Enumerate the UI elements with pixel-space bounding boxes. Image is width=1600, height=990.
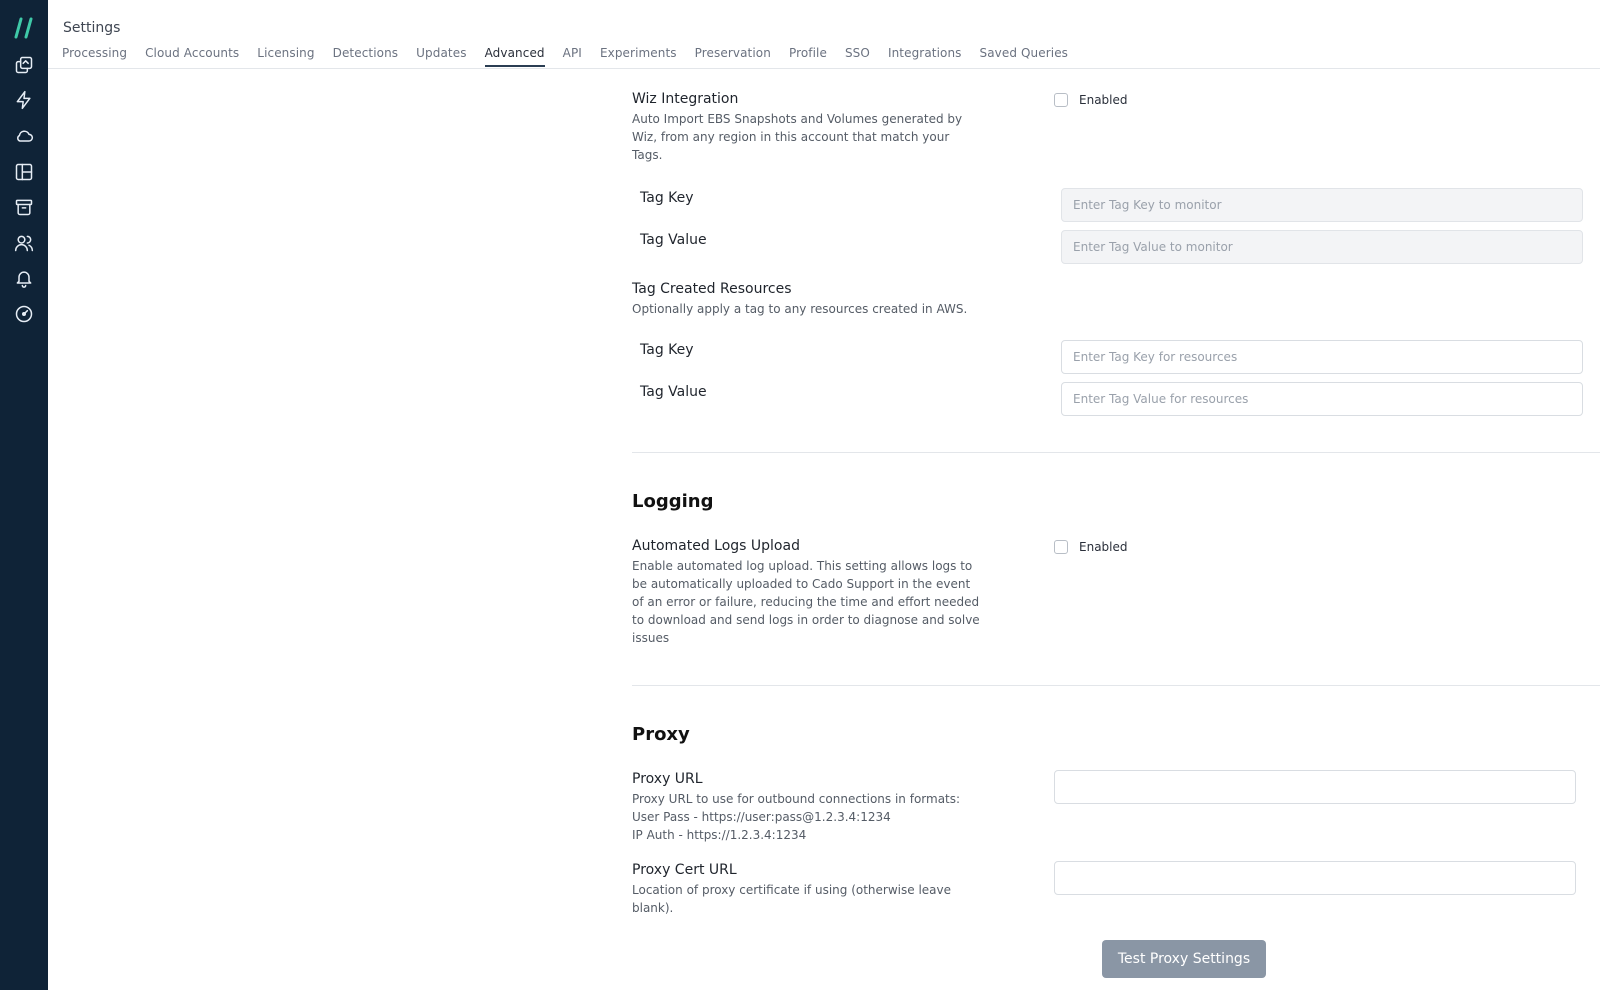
tab-saved-queries[interactable]: Saved Queries <box>979 46 1069 60</box>
tag-created-resources-description: Optionally apply a tag to any resources created in AWS. <box>632 302 968 316</box>
users-icon[interactable] <box>12 231 36 255</box>
resources-tag-value-input[interactable] <box>1061 382 1583 416</box>
proxy-url-description <box>632 790 1012 844</box>
tab-licensing[interactable]: Licensing <box>257 46 315 60</box>
logs-enabled-checkbox[interactable] <box>1054 540 1068 554</box>
copy-icon[interactable] <box>12 53 36 77</box>
cloud-icon[interactable] <box>12 124 36 148</box>
tag-created-resources-info <box>632 281 1032 318</box>
wiz-integration-description: Auto Import EBS Snapshots and Volumes generated by Wiz, from any region in this account that match your Tags. <box>632 112 963 162</box>
resources-tag-key-label: Tag Key <box>640 342 694 358</box>
automated-logs-info <box>632 538 984 647</box>
wiz-enabled-label: Enabled <box>1079 93 1128 107</box>
automated-logs-description: Enable automated log upload. This setting allows logs to be automatically uploaded to Cado Support in the event of an error or failure, reducing the time and effort needed to download and send logs in order to diagnose and solve issues <box>632 559 980 645</box>
proxy-url-desc-line: Proxy URL to use for outbound connections in formats: <box>632 792 961 806</box>
proxy-url-desc-line: User Pass - https://user:pass@1.2.3.4:1234 <box>632 810 891 824</box>
logs-enabled-toggle[interactable] <box>1054 540 1128 554</box>
tab-detections[interactable]: Detections <box>332 46 399 60</box>
tab-integrations[interactable]: Integrations <box>887 46 962 60</box>
resources-tag-key-input[interactable] <box>1061 340 1583 374</box>
top-bar <box>48 0 1600 69</box>
section-divider <box>632 685 1600 686</box>
page-title: Settings <box>63 20 121 36</box>
tab-profile[interactable]: Profile <box>788 46 827 60</box>
tab-preservation[interactable]: Preservation <box>694 46 771 60</box>
tab-api[interactable]: API <box>562 46 582 60</box>
bell-icon[interactable] <box>12 266 36 290</box>
tag-created-resources-title: Tag Created Resources <box>632 281 792 297</box>
test-proxy-settings-button[interactable]: Test Proxy Settings <box>1102 940 1266 978</box>
bolt-icon[interactable] <box>12 88 36 112</box>
wiz-tag-key-label: Tag Key <box>640 190 694 206</box>
archive-icon[interactable] <box>12 195 36 219</box>
tab-advanced[interactable]: Advanced <box>485 46 545 67</box>
sidebar <box>0 0 48 990</box>
wiz-tag-value-label: Tag Value <box>640 232 707 248</box>
proxy-url-info <box>632 771 1012 844</box>
proxy-cert-title: Proxy Cert URL <box>632 862 737 878</box>
logging-section-title: Logging <box>632 491 714 512</box>
wiz-tag-value-input[interactable] <box>1061 230 1583 264</box>
tab-processing[interactable]: Processing <box>62 46 128 60</box>
proxy-cert-description: Location of proxy certificate if using (otherwise leave blank). <box>632 883 951 915</box>
tab-sso[interactable]: SSO <box>844 46 870 60</box>
resources-tag-value-label: Tag Value <box>640 384 707 400</box>
wiz-integration-info <box>632 91 982 164</box>
logo-icon[interactable] <box>12 16 36 40</box>
proxy-cert-input[interactable] <box>1054 861 1576 895</box>
proxy-section-title: Proxy <box>632 724 690 745</box>
section-divider <box>632 452 1600 453</box>
tab-updates[interactable]: Updates <box>416 46 467 60</box>
settings-tabs <box>62 46 1086 67</box>
tab-cloud-accounts[interactable]: Cloud Accounts <box>145 46 240 60</box>
wiz-enabled-toggle[interactable] <box>1054 93 1128 107</box>
logs-enabled-label: Enabled <box>1079 540 1128 554</box>
layout-icon[interactable] <box>12 160 36 184</box>
tab-experiments[interactable]: Experiments <box>599 46 677 60</box>
proxy-url-title: Proxy URL <box>632 771 703 787</box>
wiz-integration-title: Wiz Integration <box>632 91 739 107</box>
wiz-tag-key-input[interactable] <box>1061 188 1583 222</box>
proxy-cert-info <box>632 862 972 917</box>
automated-logs-title: Automated Logs Upload <box>632 538 800 554</box>
gauge-icon[interactable] <box>12 302 36 326</box>
wiz-enabled-checkbox[interactable] <box>1054 93 1068 107</box>
proxy-url-input[interactable] <box>1054 770 1576 804</box>
proxy-url-desc-line: IP Auth - https://1.2.3.4:1234 <box>632 828 807 842</box>
